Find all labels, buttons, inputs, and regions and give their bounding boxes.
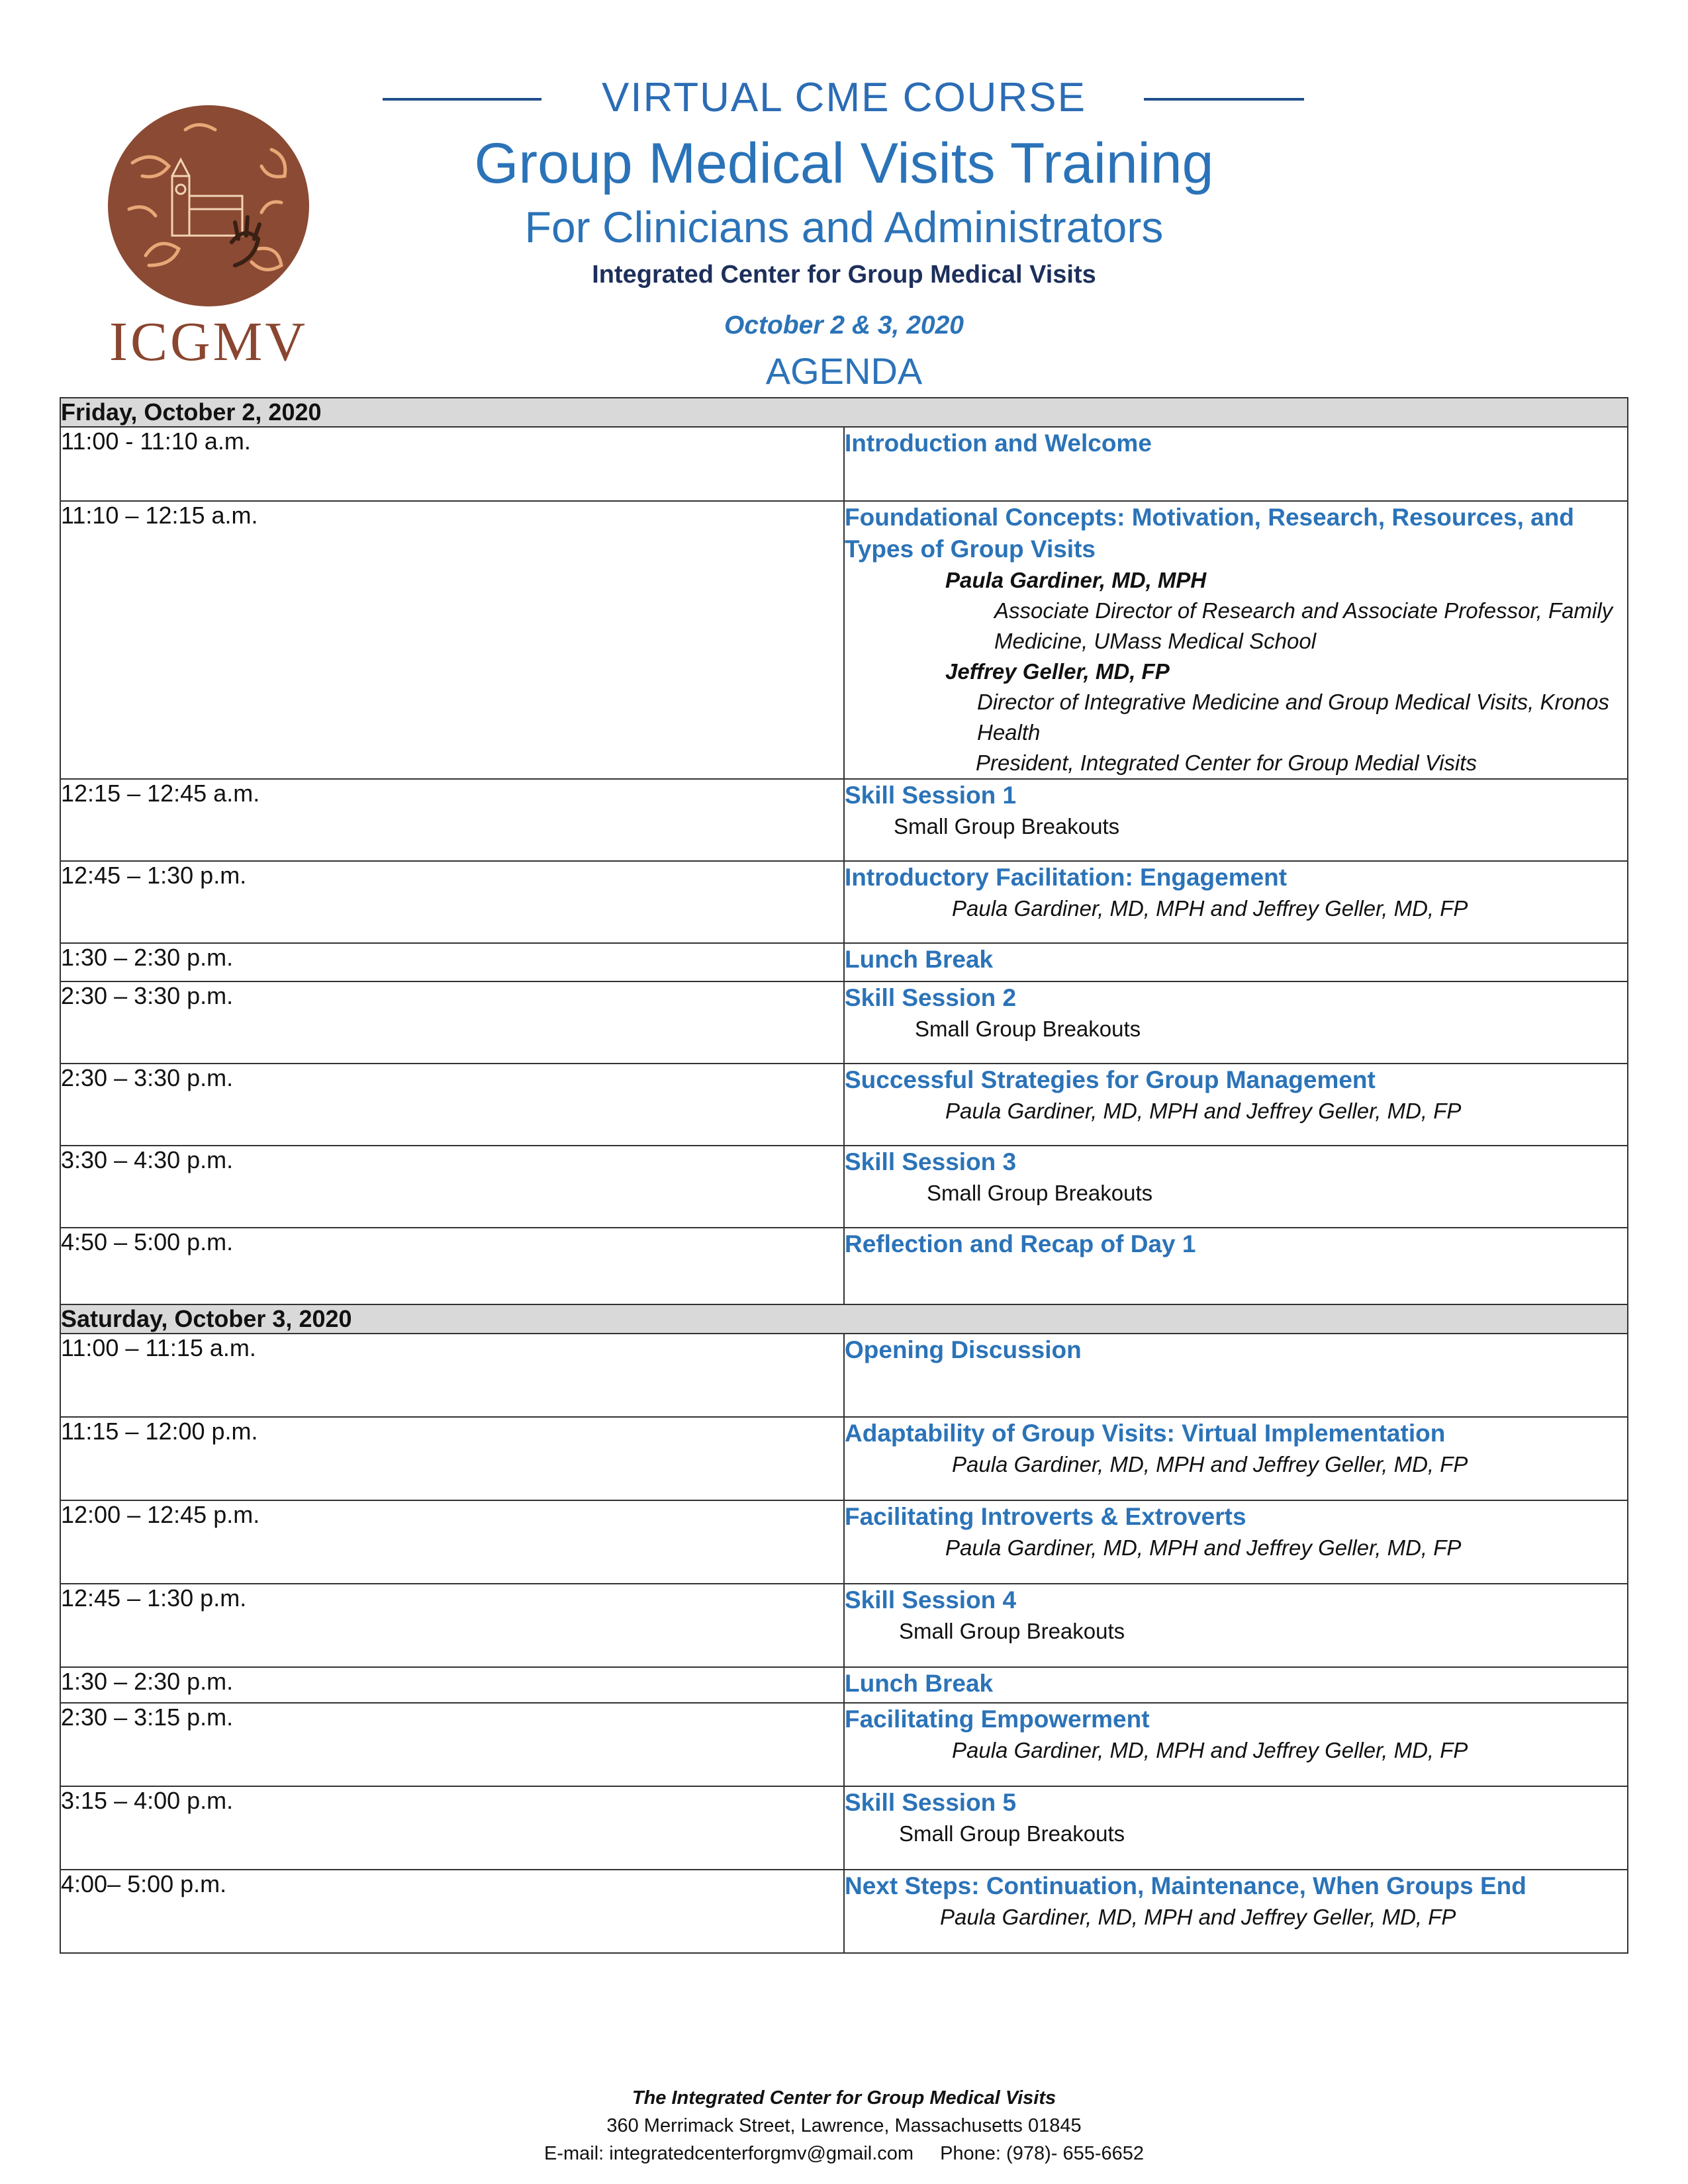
session-title: Next Steps: Continuation, Maintenance, When Groups End — [845, 1872, 1526, 1899]
speaker-role: President, Integrated Center for Group Medial Visits — [976, 751, 1477, 775]
session-cell — [844, 1786, 1628, 1870]
session-cell — [844, 1584, 1628, 1667]
logo-text: ICGMV — [109, 311, 308, 373]
session-title: Skill Session 4 — [845, 1586, 1017, 1614]
footer-email: E-mail: integratedcenterforgmv@gmail.com — [543, 2143, 914, 2164]
day-header-row — [60, 1304, 1628, 1334]
agenda-row — [60, 981, 1628, 1064]
session-cell — [844, 1146, 1628, 1228]
agenda-row — [60, 1228, 1628, 1304]
session-detail: Small Group Breakouts — [894, 814, 1120, 839]
session-cell — [844, 1703, 1628, 1786]
session-title: Opening Discussion — [845, 1336, 1082, 1363]
session-time: 3:30 – 4:30 p.m. — [60, 1146, 844, 1228]
session-time: 11:10 – 12:15 a.m. — [60, 501, 844, 779]
speaker-role: Director of Integrative Medicine and Group Medical Visits, Kronos Health — [977, 690, 1610, 745]
session-cell — [844, 1064, 1628, 1146]
footer-address: 360 Merrimack Street, Lawrence, Massachusetts 01845 — [606, 2115, 1082, 2136]
course-kicker: VIRTUAL CME COURSE — [602, 75, 1086, 120]
session-cell — [844, 981, 1628, 1064]
organization-name: Integrated Center for Group Medical Visits — [592, 261, 1096, 289]
day-header-row — [60, 398, 1628, 427]
session-time: 12:45 – 1:30 p.m. — [60, 1584, 844, 1667]
agenda-row — [60, 779, 1628, 861]
session-speakers: Paula Gardiner, MD, MPH and Jeffrey Geller, MD, FP — [952, 896, 1468, 921]
speaker-name: Paula Gardiner, MD, MPH — [945, 568, 1207, 592]
session-speakers: Paula Gardiner, MD, MPH and Jeffrey Geller, MD, FP — [945, 1099, 1462, 1123]
agenda-row — [60, 1703, 1628, 1786]
session-detail: Small Group Breakouts — [927, 1181, 1153, 1205]
session-time: 2:30 – 3:15 p.m. — [60, 1703, 844, 1786]
session-speakers: Paula Gardiner, MD, MPH and Jeffrey Geller, MD, FP — [952, 1738, 1468, 1762]
footer-contact — [0, 2143, 1688, 2165]
footer-phone: Phone: (978)- 655-6652 — [940, 2143, 1145, 2164]
agenda-row — [60, 943, 1628, 981]
day-label: Friday, October 2, 2020 — [60, 398, 1628, 427]
agenda-heading: AGENDA — [765, 350, 923, 392]
session-time: 4:00– 5:00 p.m. — [60, 1870, 844, 1953]
session-title: Successful Strategies for Group Management — [845, 1066, 1376, 1093]
agenda-row — [60, 501, 1628, 779]
session-time: 2:30 – 3:30 p.m. — [60, 1064, 844, 1146]
session-cell — [844, 1417, 1628, 1500]
footer-org-name: The Integrated Center for Group Medical Visits — [632, 2087, 1056, 2109]
session-title: Introductory Facilitation: Engagement — [845, 864, 1288, 891]
session-cell — [844, 1870, 1628, 1953]
session-detail: Small Group Breakouts — [899, 1619, 1125, 1643]
session-cell — [844, 1228, 1628, 1304]
session-title: Adaptability of Group Visits: Virtual Implementation — [845, 1420, 1446, 1447]
session-time: 12:15 – 12:45 a.m. — [60, 779, 844, 861]
session-title: Lunch Break — [845, 946, 994, 973]
session-cell — [844, 861, 1628, 943]
course-subtitle: For Clinicians and Administrators — [524, 203, 1164, 251]
session-title: Reflection and Recap of Day 1 — [845, 1230, 1196, 1257]
speaker-name: Jeffrey Geller, MD, FP — [945, 659, 1170, 684]
agenda-row — [60, 1334, 1628, 1417]
speaker-role: Associate Director of Research and Associate Professor, Family Medicine, UMass Medical School — [994, 598, 1613, 653]
session-cell — [844, 1667, 1628, 1703]
agenda-row — [60, 1667, 1628, 1703]
agenda-row — [60, 427, 1628, 501]
session-detail: Small Group Breakouts — [915, 1017, 1141, 1041]
agenda-row — [60, 1584, 1628, 1667]
session-title: Skill Session 1 — [845, 782, 1017, 809]
session-time: 3:15 – 4:00 p.m. — [60, 1786, 844, 1870]
session-title: Facilitating Introverts & Extroverts — [845, 1503, 1246, 1530]
session-cell — [844, 1334, 1628, 1417]
agenda-row — [60, 1786, 1628, 1870]
agenda-row — [60, 1870, 1628, 1953]
session-time: 1:30 – 2:30 p.m. — [60, 1667, 844, 1703]
session-time: 12:00 – 12:45 p.m. — [60, 1500, 844, 1584]
session-title: Facilitating Empowerment — [845, 1706, 1150, 1733]
session-cell — [844, 1500, 1628, 1584]
agenda-row — [60, 1146, 1628, 1228]
session-title: Skill Session 2 — [845, 984, 1017, 1011]
session-time: 11:00 - 11:10 a.m. — [60, 427, 844, 501]
day-label: Saturday, October 3, 2020 — [60, 1304, 1628, 1334]
session-cell — [844, 943, 1628, 981]
session-title: Lunch Break — [845, 1670, 994, 1697]
session-speakers: Paula Gardiner, MD, MPH and Jeffrey Geller, MD, FP — [940, 1905, 1456, 1929]
agenda-row — [60, 861, 1628, 943]
session-speakers: Paula Gardiner, MD, MPH and Jeffrey Geller, MD, FP — [945, 1535, 1462, 1560]
session-time: 4:50 – 5:00 p.m. — [60, 1228, 844, 1304]
session-time: 12:45 – 1:30 p.m. — [60, 861, 844, 943]
session-title: Skill Session 3 — [845, 1148, 1017, 1175]
session-title: Skill Session 5 — [845, 1789, 1017, 1816]
session-cell — [844, 427, 1628, 501]
session-time: 1:30 – 2:30 p.m. — [60, 943, 844, 981]
agenda-row — [60, 1500, 1628, 1584]
session-time: 2:30 – 3:30 p.m. — [60, 981, 844, 1064]
agenda-row — [60, 1417, 1628, 1500]
course-title: Group Medical Visits Training — [474, 132, 1214, 195]
session-title: Foundational Concepts: Motivation, Research, Resources, and Types of Group Visits — [845, 504, 1574, 563]
agenda-table — [60, 397, 1628, 1954]
session-cell — [844, 501, 1628, 779]
session-speakers: Paula Gardiner, MD, MPH and Jeffrey Geller, MD, FP — [952, 1452, 1468, 1477]
session-time: 11:00 – 11:15 a.m. — [60, 1334, 844, 1417]
session-time: 11:15 – 12:00 p.m. — [60, 1417, 844, 1500]
agenda-row — [60, 1064, 1628, 1146]
course-dates: October 2 & 3, 2020 — [724, 311, 964, 340]
session-title: Introduction and Welcome — [845, 430, 1152, 457]
session-cell — [844, 779, 1628, 861]
session-detail: Small Group Breakouts — [899, 1821, 1125, 1846]
